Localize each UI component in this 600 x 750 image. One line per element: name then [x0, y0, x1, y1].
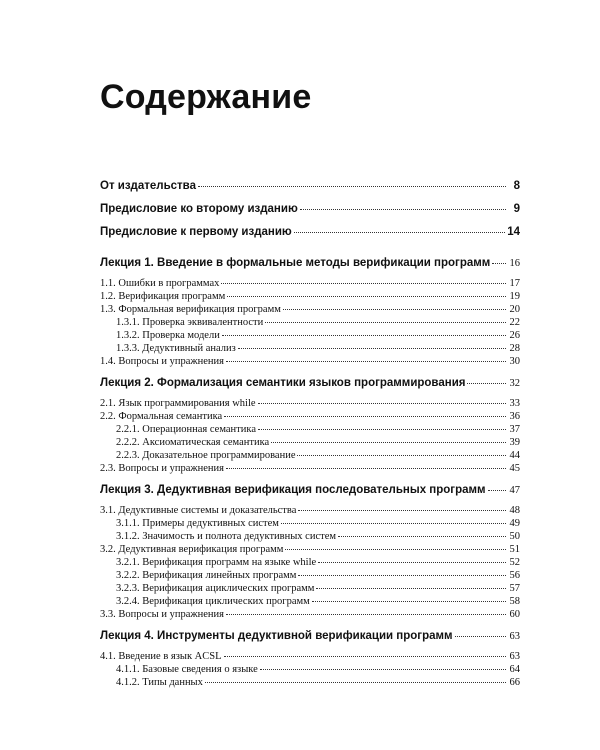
- dot-leader: [226, 613, 506, 615]
- entry-page-number: 26: [509, 330, 520, 341]
- entry-page-number: 58: [509, 596, 520, 607]
- entry-title: [100, 505, 296, 516]
- lecture-entry[interactable]: [100, 377, 520, 398]
- dot-leader: [285, 548, 506, 550]
- entry-page-number: 66: [509, 677, 520, 688]
- entry-title-text: Предисловие ко второму изданию: [100, 203, 298, 215]
- subsection-entry[interactable]: [100, 531, 520, 544]
- entry-title: [100, 377, 465, 389]
- entry-page-number: 51: [509, 544, 520, 555]
- entry-title: [116, 664, 258, 675]
- entry-title: [100, 356, 224, 367]
- entry-title: [100, 291, 225, 302]
- entry-page-number: 63: [509, 651, 520, 662]
- entry-number: 2.1.: [100, 398, 116, 409]
- subsection-entry[interactable]: [100, 557, 520, 570]
- entry-number: 4.1.1.: [116, 664, 140, 675]
- entry-number: 3.2.3.: [116, 583, 140, 594]
- entry-title-text: Значимость и полнота дедуктивных систем: [142, 531, 337, 542]
- dot-leader: [227, 295, 506, 297]
- section-entry[interactable]: [100, 304, 520, 317]
- subsection-entry[interactable]: [100, 450, 520, 463]
- entry-title: [100, 180, 196, 192]
- front-matter: [100, 180, 520, 257]
- entry-page-number: 30: [509, 356, 520, 367]
- entry-title-text: Вопросы и упражнения: [118, 356, 224, 367]
- dot-leader: [281, 522, 506, 524]
- entry-title-text: Лекция 3. Дедуктивная верификация последовательных программ: [100, 484, 486, 496]
- entry-title-text: Верификация программ: [118, 291, 226, 302]
- subsection-entry[interactable]: [100, 677, 520, 690]
- entry-page-number: 14: [507, 226, 520, 238]
- section-entry[interactable]: [100, 505, 520, 518]
- entry-title-text: Операционная семантика: [142, 424, 256, 435]
- entry-page-number: 50: [509, 531, 520, 542]
- dot-leader: [455, 635, 506, 637]
- dot-leader: [238, 347, 506, 349]
- spacer: [100, 622, 520, 630]
- entry-page-number: 49: [509, 518, 520, 529]
- dot-leader: [294, 231, 505, 233]
- entry-page-number: 36: [509, 411, 520, 422]
- dot-leader: [224, 655, 506, 657]
- table-of-contents: [100, 180, 520, 690]
- section-entry[interactable]: [100, 291, 520, 304]
- entry-title-text: Типы данных: [142, 677, 203, 688]
- entry-title-text: Ошибки в программах: [118, 278, 220, 289]
- entry-title-text: Верификация программ на языке while: [142, 557, 317, 568]
- subsection-entry[interactable]: [100, 518, 520, 531]
- entry-title-text: Дедуктивные системы и доказательства: [118, 505, 297, 516]
- dot-leader: [298, 574, 506, 576]
- entry-page-number: 60: [509, 609, 520, 620]
- entry-page-number: 47: [509, 485, 520, 496]
- entry-title-text: Дедуктивный анализ: [142, 343, 236, 354]
- front-matter-entry[interactable]: [100, 203, 520, 226]
- subsection-entry[interactable]: [100, 596, 520, 609]
- dot-leader: [258, 428, 506, 430]
- entry-title-text: Проверка модели: [142, 330, 220, 341]
- entry-title-text: Доказательное программирование: [142, 450, 296, 461]
- page-title: Содержание: [100, 78, 312, 116]
- entry-number: 3.1.: [100, 505, 116, 516]
- entry-number: 2.2.3.: [116, 450, 140, 461]
- entry-title: [100, 544, 283, 555]
- entry-title-text: Лекция 1. Введение в формальные методы верификации программ: [100, 257, 491, 269]
- entry-number: 3.2.: [100, 544, 116, 555]
- dot-leader: [221, 282, 506, 284]
- entry-number: 1.3.3.: [116, 343, 140, 354]
- entry-title-text: Верификация линейных программ: [142, 570, 297, 581]
- dot-leader: [226, 360, 506, 362]
- dot-leader: [283, 308, 506, 310]
- entry-title: [116, 531, 336, 542]
- lecture-entry[interactable]: [100, 630, 520, 651]
- entry-number: 1.3.2.: [116, 330, 140, 341]
- entry-title: [116, 518, 279, 529]
- entry-number: 4.1.2.: [116, 677, 140, 688]
- entry-title: [116, 583, 314, 594]
- section-entry[interactable]: [100, 463, 520, 476]
- spacer: [100, 476, 520, 484]
- dot-leader: [492, 262, 506, 264]
- subsection-entry[interactable]: [100, 570, 520, 583]
- entry-title-text: Верификация ациклических программ: [142, 583, 315, 594]
- entry-number: 1.2.: [100, 291, 116, 302]
- entry-title: [116, 570, 296, 581]
- dot-leader: [312, 600, 506, 602]
- subsection-entry[interactable]: [100, 583, 520, 596]
- entry-title: [116, 557, 316, 568]
- dot-leader: [298, 509, 506, 511]
- entry-number: 2.2.1.: [116, 424, 140, 435]
- entry-page-number: 48: [509, 505, 520, 516]
- dot-leader: [271, 441, 506, 443]
- entry-number: 1.4.: [100, 356, 116, 367]
- entry-page-number: 20: [509, 304, 520, 315]
- entry-title: [116, 450, 295, 461]
- dot-leader: [226, 467, 506, 469]
- entry-page-number: 45: [509, 463, 520, 474]
- entry-page-number: 9: [513, 203, 520, 215]
- subsection-entry[interactable]: [100, 343, 520, 356]
- lecture-entry[interactable]: [100, 484, 520, 505]
- entry-title: [100, 411, 222, 422]
- entry-title-text: Вопросы и упражнения: [118, 609, 224, 620]
- entry-page-number: 56: [509, 570, 520, 581]
- entry-number: 3.2.1.: [116, 557, 140, 568]
- subsection-entry[interactable]: [100, 437, 520, 450]
- entry-title: [116, 330, 220, 341]
- entry-number: 4.1.: [100, 651, 116, 662]
- subsection-entry[interactable]: [100, 330, 520, 343]
- entry-title: [116, 317, 263, 328]
- entry-title: [116, 437, 269, 448]
- entry-page-number: 8: [513, 180, 520, 192]
- entry-page-number: 39: [509, 437, 520, 448]
- entry-title: [100, 257, 490, 269]
- front-matter-entry[interactable]: [100, 180, 520, 203]
- entry-title: [100, 630, 453, 642]
- entry-page-number: 33: [509, 398, 520, 409]
- entry-title-text: Формальная семантика: [118, 411, 223, 422]
- entry-number: 3.2.4.: [116, 596, 140, 607]
- entry-number: 3.2.2.: [116, 570, 140, 581]
- dot-leader: [316, 587, 506, 589]
- entry-number: 2.2.: [100, 411, 116, 422]
- entry-number: 3.1.2.: [116, 531, 140, 542]
- lecture-block: [100, 377, 520, 484]
- lectures: [100, 257, 520, 690]
- entry-title: [100, 203, 298, 215]
- section-entry[interactable]: [100, 651, 520, 664]
- entry-title: [116, 424, 256, 435]
- entry-title: [116, 677, 203, 688]
- entry-page-number: 44: [509, 450, 520, 461]
- dot-leader: [297, 454, 506, 456]
- dot-leader: [488, 489, 506, 491]
- entry-title: [100, 609, 224, 620]
- entry-title-text: Примеры дедуктивных систем: [142, 518, 279, 529]
- section-entry[interactable]: [100, 411, 520, 424]
- section-entry[interactable]: [100, 398, 520, 411]
- entry-title-text: Базовые сведения о языке: [142, 664, 258, 675]
- entry-page-number: 28: [509, 343, 520, 354]
- entry-number: 1.3.: [100, 304, 116, 315]
- spacer: [100, 249, 520, 257]
- dot-leader: [318, 561, 506, 563]
- entry-page-number: 57: [509, 583, 520, 594]
- entry-page-number: 16: [509, 258, 520, 269]
- spacer: [100, 369, 520, 377]
- entry-page-number: 52: [509, 557, 520, 568]
- entry-title-text: Формальная верификация программ: [118, 304, 281, 315]
- entry-title-text: Предисловие к первому изданию: [100, 226, 292, 238]
- dot-leader: [260, 668, 506, 670]
- dot-leader: [338, 535, 506, 537]
- entry-title-text: Верификация циклических программ: [142, 596, 310, 607]
- section-entry[interactable]: [100, 356, 520, 369]
- dot-leader: [222, 334, 506, 336]
- lecture-block: [100, 484, 520, 630]
- entry-page-number: 22: [509, 317, 520, 328]
- entry-title: [100, 278, 219, 289]
- entry-page-number: 19: [509, 291, 520, 302]
- front-matter-entry[interactable]: [100, 226, 520, 249]
- lecture-block: [100, 257, 520, 377]
- entry-number: 1.3.1.: [116, 317, 140, 328]
- entry-title-text: Лекция 4. Инструменты дедуктивной верификации программ: [100, 630, 453, 642]
- lecture-entry[interactable]: [100, 257, 520, 278]
- section-entry[interactable]: [100, 544, 520, 557]
- subsection-entry[interactable]: [100, 424, 520, 437]
- dot-leader: [300, 208, 506, 210]
- entry-page-number: 64: [509, 664, 520, 675]
- entry-page-number: 17: [509, 278, 520, 289]
- entry-title: [116, 596, 310, 607]
- entry-title-text: Вопросы и упражнения: [118, 463, 224, 474]
- entry-title-text: Язык программирования while: [118, 398, 256, 409]
- entry-page-number: 63: [509, 631, 520, 642]
- entry-page-number: 37: [509, 424, 520, 435]
- entry-number: 3.3.: [100, 609, 116, 620]
- entry-number: 1.1.: [100, 278, 116, 289]
- entry-title: [100, 304, 281, 315]
- entry-title-text: Лекция 2. Формализация семантики языков программирования: [100, 377, 466, 389]
- lecture-block: [100, 630, 520, 690]
- entry-title-text: Аксиоматическая семантика: [142, 437, 270, 448]
- entry-title: [116, 343, 236, 354]
- entry-number: 2.2.2.: [116, 437, 140, 448]
- entry-number: 3.1.1.: [116, 518, 140, 529]
- dot-leader: [224, 415, 506, 417]
- entry-title-text: Дедуктивная верификация программ: [118, 544, 284, 555]
- entry-title: [100, 484, 486, 496]
- subsection-entry[interactable]: [100, 317, 520, 330]
- section-entry[interactable]: [100, 278, 520, 291]
- dot-leader: [198, 185, 506, 187]
- dot-leader: [205, 681, 506, 683]
- entry-title-text: Введение в язык ACSL: [118, 651, 222, 662]
- section-entry[interactable]: [100, 609, 520, 622]
- entry-title-text: Проверка эквивалентности: [142, 317, 264, 328]
- entry-page-number: 32: [509, 378, 520, 389]
- entry-title: [100, 651, 222, 662]
- entry-title: [100, 226, 292, 238]
- entry-title-text: От издательства: [100, 180, 196, 192]
- dot-leader: [265, 321, 506, 323]
- entry-title: [100, 463, 224, 474]
- dot-leader: [258, 402, 506, 404]
- entry-title: [100, 398, 256, 409]
- entry-number: 2.3.: [100, 463, 116, 474]
- subsection-entry[interactable]: [100, 664, 520, 677]
- dot-leader: [467, 382, 506, 384]
